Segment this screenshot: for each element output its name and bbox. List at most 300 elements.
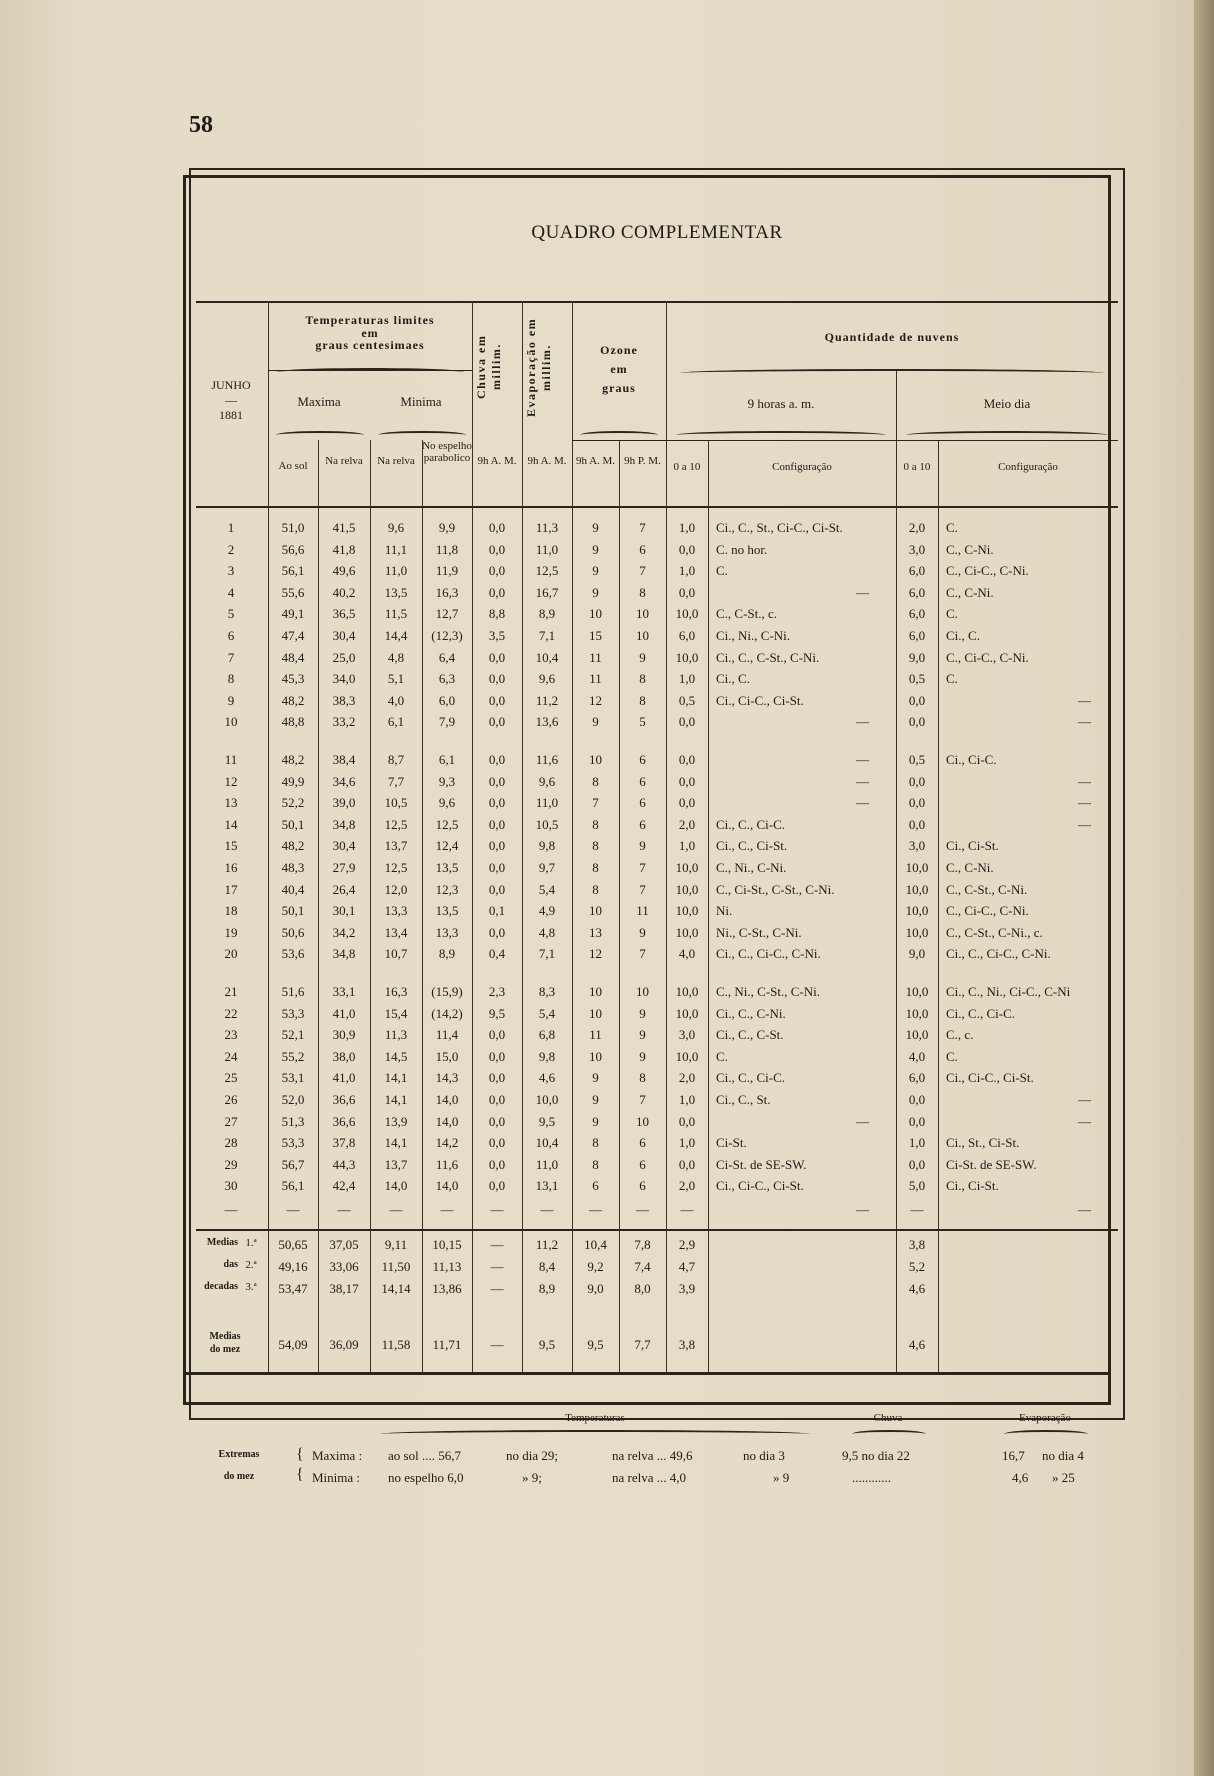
cell-config-9h: C., Ni., C-St., C-Ni. (716, 984, 821, 999)
cell-chuva: 3,5 (488, 628, 506, 643)
cell-evaporacao: 13,6 (535, 714, 559, 730)
cell-ozone-am: 10 (589, 752, 602, 767)
cell-max-relva: 34,6 (332, 773, 356, 789)
cell-nuvens-md: 6,0 (908, 628, 926, 643)
cell-nuvens-9h: 10,0 (675, 1005, 699, 1021)
cell-config-md: C., C-Ni. (946, 541, 994, 557)
cell-min-relva: 13,7 (384, 838, 408, 854)
extremas-max-relva-dia: no dia 3 (743, 1448, 785, 1463)
cell-ozone-pm: 10 (636, 1113, 649, 1129)
cell-config-9h: — (856, 714, 869, 730)
extremas-label-2: do mez (223, 1471, 255, 1482)
cell-evaporacao: 5,4 (538, 881, 556, 897)
cell-config-9h: Ci., C., C-St., C-Ni. (716, 649, 820, 665)
nuvens-9h-0a10-header: 0 a 10 (673, 461, 701, 473)
ozone-line2: em (610, 362, 628, 376)
cell-ozone-am: 11 (589, 1027, 602, 1043)
cell-ozone-am: 9 (592, 1070, 599, 1086)
cell-nuvens-9h: 10,0 (675, 984, 699, 999)
cell-config-md: — (1078, 692, 1091, 708)
cell-config-md: Ci., Ci-C., Ci-St. (946, 1070, 1034, 1086)
cell-nuvens-md: 0,0 (908, 714, 926, 730)
cell-ozone-pm: 9 (639, 1027, 646, 1043)
mez-nuvens-md: 4,6 (908, 1337, 926, 1352)
cell-max-relva: 38,0 (332, 1048, 356, 1064)
cell-nuvens-9h: 2,0 (678, 1178, 696, 1194)
extremas-min-relva-dia: » 9 (773, 1470, 790, 1485)
cell-chuva: 0,0 (488, 838, 506, 854)
cell-evaporacao: 11,0 (535, 795, 559, 811)
cell-ao-sol: 48,3 (281, 860, 305, 875)
dash-min-relva: — (389, 1202, 403, 1217)
cell-config-md: Ci., St., Ci-St. (946, 1135, 1020, 1151)
cell-nuvens-md: 6,0 (908, 1070, 926, 1086)
cell-evaporacao: 9,6 (538, 671, 556, 687)
cell-nuvens-9h: 10,0 (675, 881, 699, 897)
cell-ao-sol: 51,0 (281, 520, 305, 535)
cell-ao-sol: 56,1 (281, 1178, 305, 1194)
cell-day: 12 (224, 773, 238, 789)
cell-ao-sol: 49,9 (281, 773, 305, 789)
cell-ozone-pm: 6 (639, 752, 646, 767)
maxima-brace (276, 431, 364, 439)
cell-ao-sol: 50,1 (281, 903, 305, 919)
cell-max-relva: 26,4 (332, 881, 356, 897)
cell-config-9h: Ci., Ci-C., Ci-St. (716, 692, 804, 708)
decada-evaporacao: 11,2 (535, 1237, 559, 1252)
nuvens-9h-config-header: Configuração (772, 461, 832, 473)
cell-min-relva: 15,4 (384, 1005, 408, 1021)
minima-brace (378, 431, 466, 439)
cell-espelho: 9,9 (438, 520, 456, 535)
cell-ao-sol: 45,3 (281, 671, 305, 687)
cell-evaporacao: 12,5 (535, 563, 559, 579)
cell-config-9h: Ni. (716, 903, 733, 919)
extremas-evaporacao-brace (1004, 1430, 1088, 1438)
cell-config-9h: Ci-St. (716, 1135, 747, 1151)
cell-ozone-pm: 7 (639, 946, 646, 962)
cell-evaporacao: 11,0 (535, 1156, 559, 1172)
cell-espelho: 11,4 (435, 1027, 459, 1043)
cell-nuvens-9h: 10,0 (675, 649, 699, 665)
cell-nuvens-9h: 10,0 (675, 860, 699, 875)
cell-config-md: C. (946, 606, 958, 622)
extremas-max-evap-dia: no dia 4 (1042, 1448, 1084, 1463)
ao-sol-header: Ao sol (278, 460, 308, 472)
decada-label: 1.ª (245, 1237, 257, 1249)
cell-min-relva: 7,7 (387, 773, 405, 789)
cell-ao-sol: 48,2 (281, 838, 305, 854)
cell-evaporacao: 5,4 (538, 1005, 556, 1021)
cell-min-relva: 14,4 (384, 628, 408, 643)
cell-config-9h: Ci., C., C-Ni. (716, 1005, 786, 1021)
cell-day: 10 (224, 714, 238, 730)
cell-ao-sol: 53,3 (281, 1005, 305, 1021)
cell-config-9h: Ci., C., C-St. (716, 1027, 784, 1043)
medias-mez-label-1: Medias (209, 1331, 241, 1342)
cell-ozone-am: 12 (589, 946, 602, 962)
cell-nuvens-md: 0,0 (908, 1113, 926, 1129)
cell-config-md: — (1078, 773, 1091, 789)
temp-group-line1: Temperaturas limites (305, 313, 435, 327)
cell-nuvens-md: 10,0 (905, 984, 929, 999)
cell-min-relva: 12,0 (384, 881, 408, 897)
cell-evaporacao: 11,3 (535, 520, 559, 535)
cell-max-relva: 34,2 (332, 924, 356, 940)
page-number: 58 (189, 112, 213, 138)
cell-config-9h: Ci., C., Ci-St. (716, 838, 788, 854)
decada-nuvens-9h: 4,7 (678, 1259, 696, 1274)
decada-min-relva: 14,14 (381, 1281, 411, 1296)
cell-config-9h: Ci-St. de SE-SW. (716, 1156, 807, 1172)
cell-nuvens-9h: 0,0 (678, 541, 696, 557)
cell-config-9h: Ci., Ci-C., Ci-St. (716, 1178, 804, 1194)
cell-ao-sol: 53,1 (281, 1070, 305, 1086)
cell-ozone-pm: 6 (639, 816, 646, 832)
cell-ozone-am: 15 (589, 628, 602, 643)
decada-ao-sol: 50,65 (278, 1237, 308, 1252)
cell-nuvens-md: 0,0 (908, 816, 926, 832)
decada-espelho: 13,86 (432, 1281, 462, 1296)
cell-config-9h: — (856, 752, 869, 767)
decada-ao-sol: 49,16 (278, 1259, 308, 1274)
cell-min-relva: 4,0 (387, 692, 405, 708)
cell-nuvens-9h: 6,0 (678, 628, 696, 643)
extremas-max-chuva: 9,5 no dia 22 (842, 1448, 910, 1463)
cell-min-relva: 13,7 (384, 1156, 408, 1172)
cell-day: 24 (224, 1048, 238, 1064)
cell-espelho: 15,0 (435, 1048, 459, 1064)
cell-nuvens-md: 6,0 (908, 606, 926, 622)
cell-espelho: 14,2 (435, 1135, 459, 1151)
cell-ao-sol: 55,6 (281, 584, 305, 600)
cell-evaporacao: 4,9 (538, 903, 556, 919)
cell-ao-sol: 52,0 (281, 1092, 305, 1107)
cell-espelho: 12,4 (435, 838, 459, 854)
cell-evaporacao: 4,8 (538, 924, 556, 940)
decada-nuvens-md: 5,2 (908, 1259, 926, 1274)
meio-dia-brace (906, 431, 1108, 439)
meio-dia-header: Meio dia (983, 396, 1031, 411)
cell-min-relva: 14,0 (384, 1178, 408, 1194)
decada-ao-sol: 53,47 (278, 1281, 308, 1296)
cell-ozone-am: 10 (589, 606, 602, 622)
cell-max-relva: 36,6 (332, 1113, 356, 1129)
mez-min-relva: 11,58 (381, 1337, 411, 1352)
evaporacao-header: Evaporação em millim. (524, 317, 553, 418)
extremas-brace-bottom: { (296, 1466, 304, 1483)
medias-top-rule (196, 1229, 1118, 1231)
dash-ozone-pm: — (636, 1202, 649, 1217)
cell-ozone-am: 9 (592, 584, 599, 600)
cell-chuva: 0,0 (488, 1048, 506, 1064)
temp-group-line3: graus centesimaes (315, 338, 425, 352)
extremas-min-relva: na relva ... 4,0 (612, 1470, 687, 1485)
cell-config-9h: C. no hor. (716, 541, 768, 557)
cell-evaporacao: 9,5 (538, 1113, 556, 1129)
cell-ao-sol: 52,2 (281, 795, 305, 811)
cell-config-9h: Ni., C-St., C-Ni. (716, 924, 802, 940)
cell-chuva: 0,0 (488, 816, 506, 832)
cell-max-relva: 34,0 (332, 671, 356, 687)
cell-ao-sol: 40,4 (281, 881, 305, 897)
cell-day: 22 (224, 1005, 238, 1021)
cell-config-9h: C., C-St., c. (716, 606, 778, 622)
dash-evaporacao: — (540, 1202, 554, 1217)
cell-evaporacao: 11,2 (535, 692, 559, 708)
medias-decadas-label-3: decadas (204, 1281, 238, 1292)
cell-nuvens-9h: 1,0 (678, 838, 696, 854)
book-spine (1194, 0, 1214, 1776)
cell-min-relva: 10,5 (384, 795, 408, 811)
cell-ao-sol: 55,2 (281, 1048, 305, 1064)
extremas-min-espelho: no espelho 6,0 (388, 1470, 464, 1485)
cell-espelho: 14,0 (435, 1113, 459, 1129)
cell-nuvens-md: 10,0 (905, 924, 929, 940)
cell-day: 14 (224, 816, 238, 832)
mez-ozone-am: 9,5 (587, 1337, 604, 1352)
cell-nuvens-md: 3,0 (908, 838, 926, 854)
cell-nuvens-md: 0,0 (908, 795, 926, 811)
cell-chuva: 0,0 (488, 881, 506, 897)
cell-chuva: 0,0 (488, 714, 506, 730)
cell-chuva: 0,0 (488, 795, 506, 811)
cell-config-md: C., Ci-C., C-Ni. (946, 649, 1029, 665)
cell-day: 27 (224, 1113, 238, 1129)
cell-ozone-am: 9 (592, 541, 599, 557)
header-subrule (572, 440, 666, 441)
cell-espelho: 13,5 (435, 860, 459, 875)
extremas-max-sol: ao sol .... 56,7 (388, 1448, 461, 1463)
cell-chuva: 0,0 (488, 692, 506, 708)
cell-nuvens-md: 0,0 (908, 692, 926, 708)
cell-nuvens-9h: 0,0 (678, 752, 696, 767)
cell-min-relva: 13,4 (384, 924, 408, 940)
cell-chuva: 0,0 (488, 671, 506, 687)
header-subrule (666, 440, 1118, 441)
cell-nuvens-9h: 1,0 (678, 520, 696, 535)
cell-evaporacao: 13,1 (535, 1178, 559, 1194)
cell-ozone-pm: 7 (639, 1092, 646, 1107)
cell-day: 6 (227, 628, 235, 643)
cell-nuvens-9h: 3,0 (678, 1027, 696, 1043)
cell-min-relva: 13,5 (384, 584, 408, 600)
cell-ao-sol: 52,1 (281, 1027, 305, 1043)
cell-chuva: 0,0 (488, 563, 506, 579)
cell-day: 15 (224, 838, 238, 854)
dash-config-9h: — (856, 1202, 869, 1217)
cell-nuvens-9h: 10,0 (675, 903, 699, 919)
cell-nuvens-9h: 0,0 (678, 1156, 696, 1172)
ozone-line3: graus (602, 381, 636, 395)
cell-nuvens-9h: 1,0 (678, 1092, 696, 1107)
cell-espelho: 6,4 (438, 649, 456, 665)
cell-ozone-pm: 6 (639, 1178, 646, 1194)
extremas-chuva-header: Chuva (873, 1412, 903, 1424)
cell-nuvens-md: 9,0 (908, 946, 926, 962)
cell-ozone-am: 8 (592, 860, 599, 875)
cell-ozone-am: 10 (589, 1048, 602, 1064)
cell-chuva: 0,0 (488, 520, 506, 535)
cell-max-relva: 44,3 (332, 1156, 356, 1172)
cell-chuva: 0,0 (488, 1092, 506, 1107)
cell-config-md: Ci., Ci-St. (946, 1178, 999, 1194)
cell-chuva: 0,0 (488, 1070, 506, 1086)
cell-chuva: 0,0 (488, 541, 506, 557)
cell-ao-sol: 47,4 (281, 628, 305, 643)
cell-ozone-pm: 6 (639, 795, 646, 811)
cell-config-9h: Ci., C., Ci-C. (716, 816, 785, 832)
cell-config-md: C., Ci-C., C-Ni. (946, 903, 1029, 919)
cell-espelho: 11,6 (435, 1156, 459, 1172)
decada-ozone-pm: 8,0 (634, 1281, 651, 1296)
cell-max-relva: 39,0 (332, 795, 356, 811)
cell-config-md: C., c. (946, 1027, 974, 1043)
cell-config-md: Ci., Ci-C. (946, 752, 997, 767)
cell-ozone-am: 8 (592, 773, 599, 789)
mez-espelho: 11,71 (432, 1337, 462, 1352)
cell-nuvens-md: 0,0 (908, 1092, 926, 1107)
cell-max-relva: 38,3 (332, 692, 356, 708)
cell-evaporacao: 9,8 (538, 1048, 556, 1064)
cell-day: 16 (224, 860, 238, 875)
decada-ozone-am: 9,2 (587, 1259, 604, 1274)
cell-ozone-pm: 8 (639, 1070, 646, 1086)
cell-espelho: 14,0 (435, 1092, 459, 1107)
cell-ozone-pm: 7 (639, 563, 646, 579)
cell-ozone-am: 9 (592, 714, 599, 730)
cell-ozone-pm: 11 (636, 903, 649, 919)
decada-max-relva: 33,06 (329, 1259, 359, 1274)
cell-ozone-am: 13 (589, 924, 602, 940)
year-label: 1881 (219, 408, 243, 422)
cell-ao-sol: 48,8 (281, 714, 305, 730)
cell-config-md: Ci., C., Ci-C., C-Ni. (946, 946, 1051, 962)
cell-day: 30 (224, 1178, 238, 1194)
minima-header: Minima (400, 394, 442, 409)
cell-nuvens-md: 0,5 (908, 671, 926, 687)
cell-ao-sol: 50,1 (281, 816, 305, 832)
table-frame-inner (183, 175, 1111, 1405)
cell-nuvens-9h: 1,0 (678, 1135, 696, 1151)
extremas-min-espelho-dia: » 9; (522, 1470, 542, 1485)
extremas-max-sol-dia: no dia 29; (506, 1448, 558, 1463)
cell-chuva: 0,4 (488, 946, 506, 962)
column-divider (708, 440, 709, 1372)
extremas-label-1: Extremas (218, 1449, 260, 1460)
cell-min-relva: 12,5 (384, 860, 408, 875)
mez-nuvens-9h: 3,8 (678, 1337, 696, 1352)
cell-nuvens-md: 9,0 (908, 649, 926, 665)
cell-day: 29 (224, 1156, 238, 1172)
dash-nuvens-md: — (910, 1202, 924, 1217)
cell-day: 11 (224, 752, 238, 767)
cell-chuva: 0,0 (488, 924, 506, 940)
cell-nuvens-9h: 10,0 (675, 606, 699, 622)
cell-ozone-am: 8 (592, 838, 599, 854)
cell-chuva: 0,0 (488, 1178, 506, 1194)
cell-max-relva: 34,8 (332, 816, 356, 832)
decada-chuva: — (490, 1237, 504, 1252)
decada-ozone-pm: 7,8 (634, 1237, 651, 1252)
extremas-min-chuva: ............ (852, 1470, 891, 1485)
cell-nuvens-md: 10,0 (905, 903, 929, 919)
cell-day: 13 (224, 795, 238, 811)
cell-max-relva: 41,5 (332, 520, 356, 535)
cell-evaporacao: 11,0 (535, 541, 559, 557)
decada-nuvens-md: 3,8 (908, 1237, 926, 1252)
dash-max-relva: — (337, 1202, 351, 1217)
chuva-header: Chuva em millim. (474, 334, 503, 400)
dash-nuvens-9h: — (680, 1202, 694, 1217)
cell-config-md: Ci., C., Ni., Ci-C., C-Ni (946, 984, 1071, 999)
cell-min-relva: 6,1 (387, 714, 405, 730)
cell-config-md: C., C-St., C-Ni. (946, 881, 1028, 897)
cell-ozone-am: 8 (592, 816, 599, 832)
cell-config-md: C., C-St., C-Ni., c. (946, 924, 1043, 940)
nuvens-md-config-header: Configuração (998, 461, 1058, 473)
cell-nuvens-md: 0,0 (908, 1156, 926, 1172)
cell-ozone-pm: 7 (639, 860, 646, 875)
decada-espelho: 10,15 (432, 1237, 462, 1252)
cell-nuvens-md: 5,0 (908, 1178, 926, 1194)
cell-ao-sol: 48,2 (281, 752, 305, 767)
extremas-max-relva: na relva ... 49,6 (612, 1448, 693, 1463)
cell-config-9h: Ci., C. (716, 671, 750, 687)
nuvens-header: Quantidade de nuvens (824, 330, 960, 344)
header-top-rule (196, 301, 1118, 303)
cell-ozone-pm: 8 (639, 671, 646, 687)
cell-espelho: 7,9 (438, 714, 456, 730)
cell-config-md: C. (946, 1048, 958, 1064)
medias-mez-label-2: do mez (209, 1344, 241, 1355)
extremas-evaporacao-header: Evaporação (1019, 1412, 1071, 1424)
cell-espelho: 12,7 (435, 606, 459, 622)
month-dash: — (225, 393, 237, 407)
cell-ozone-pm: 6 (639, 1135, 646, 1151)
cell-max-relva: 36,6 (332, 1092, 356, 1107)
cell-ao-sol: 56,7 (281, 1156, 305, 1172)
cell-ao-sol: 56,6 (281, 541, 305, 557)
cell-max-relva: 25,0 (332, 649, 356, 665)
cell-min-relva: 11,1 (384, 541, 408, 557)
dash-espelho: — (440, 1202, 454, 1217)
cell-day: 25 (224, 1070, 238, 1086)
extremas-minima-label: Minima : (312, 1470, 361, 1485)
cell-nuvens-md: 10,0 (905, 1027, 929, 1043)
cell-config-md: — (1078, 795, 1091, 811)
cell-config-md: — (1078, 1113, 1091, 1129)
cell-config-9h: C., Ci-St., C-St., C-Ni. (716, 881, 835, 897)
cell-evaporacao: 7,1 (538, 946, 556, 962)
cell-day: 18 (224, 903, 238, 919)
cell-config-9h: C., Ni., C-Ni. (716, 860, 787, 875)
max-na-relva-header: Na relva (325, 455, 363, 467)
cell-evaporacao: 7,1 (538, 628, 556, 643)
cell-ao-sol: 56,1 (281, 563, 305, 579)
cell-ozone-am: 10 (589, 984, 602, 999)
cell-chuva: 0,0 (488, 860, 506, 875)
cell-espelho: 9,6 (438, 795, 456, 811)
cell-espelho: 13,3 (435, 924, 459, 940)
cell-day: 19 (224, 924, 238, 940)
header-bottom-rule (196, 506, 1118, 508)
ozone-9am-header: 9h A. M. (575, 455, 616, 467)
cell-max-relva: 30,4 (332, 838, 356, 854)
cell-min-relva: 16,3 (384, 984, 408, 999)
cell-config-9h: Ci., Ni., C-Ni. (716, 628, 791, 643)
decada-label: 2.ª (245, 1259, 257, 1271)
